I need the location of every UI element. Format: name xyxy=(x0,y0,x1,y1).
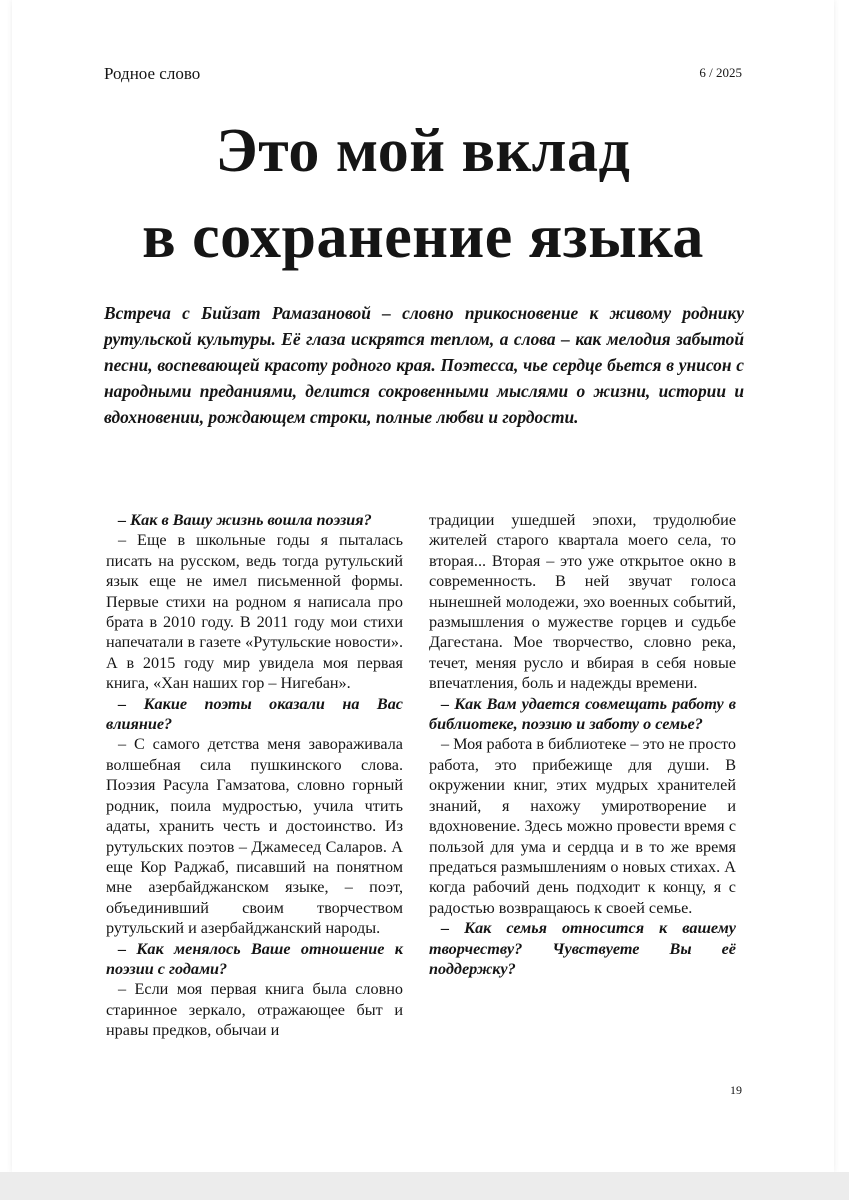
answer: – Еще в школьные годы я пыталась писать на русском, ведь тогда рутульский язык еще не имел письменной формы. Первые стихи на родном я написала про брата в 2010 году. В 2011 году мои стихи напечатали в газете «Рутульские новости». А в 2015 году мир увидела моя первая книга, «Хан наших гор – Нигебан». xyxy=(106,531,403,693)
page-number: 19 xyxy=(730,1083,742,1097)
question: – Какие поэты оказали на Вас влияние? xyxy=(106,694,403,734)
text-column-right xyxy=(429,510,736,979)
answer: – Если моя первая книга была словно старинное зеркало, отражающее быт и нравы предков, обычаи и xyxy=(106,980,403,1040)
magazine-name: Родное слово xyxy=(104,64,201,83)
question: – Как в Вашу жизнь вошла поэзия? xyxy=(118,511,372,529)
question: – Как семья относится к вашему творчеству? Чувствуете Вы её поддержку? xyxy=(429,919,736,978)
magazine-page xyxy=(12,0,834,1172)
answer: – Моя работа в библиотеке – это не просто работа, это прибежище для души. В окружении книг, этих мудрых хранителей знаний, я нахожу умиротворение и вдохновение. Здесь можно провести время с пользой для ума и сердца и в то же время предаться размышлениям о новых стихах. А когда рабочий день подходит к концу, я с радостью возвращаюсь к своей семье. xyxy=(429,735,736,917)
title-line-2: в сохранение языка xyxy=(142,203,704,271)
article-lead: Встреча с Бийзат Рамазановой – словно прикосновение к живому роднику рутульской культуры. Её глаза искрятся теплом, а слова – как мелодия забытой песни, воспевающей красоту родного края. Поэтесса, чье сердце бьется в унисон с народными преданиями, делится сокровенными мыслями о жизни, истории и вдохновении, рождающем строки, полные любви и гордости. xyxy=(104,303,744,427)
text-column-left xyxy=(106,510,403,1041)
question: – Как менялось Ваше отношение к поэзии с годами? xyxy=(106,939,403,978)
question: – Как Вам удается совмещать работу в библиотеке, поэзию и заботу о семье? xyxy=(429,694,736,734)
issue-number: 6 / 2025 xyxy=(699,65,742,80)
viewer-background xyxy=(0,1172,849,1200)
answer-continued: традиции ушедшей эпохи, трудолюбие жителей старого квартала моего села, то вторая... Вторая – это уже открытое окно в современность. В ней звучат голоса нынешней молодежи, эхо военных событий, размышления о мужестве горцев и судьбе Дагестана. Мое творчество, словно река, течет, меняя русло и вбирая в себя новые впечатления, боль и надежды времени. xyxy=(429,511,736,693)
article-title xyxy=(12,108,834,280)
answer: – С самого детства меня завораживала волшебная сила пушкинского слова. Поэзия Расула Гамзатова, словно горный родник, поила мудростью, учила чтить адаты, хранить честь и достоинство. Из рутульских поэтов – Джамесед Саларов. А еще Кор Раджаб, писавший на понятном мне азербайджанском языке, – поэт, объединивший своим творчеством рутульский и азербайджанский народы. xyxy=(106,735,403,938)
title-line-1: Это мой вклад xyxy=(215,117,631,185)
